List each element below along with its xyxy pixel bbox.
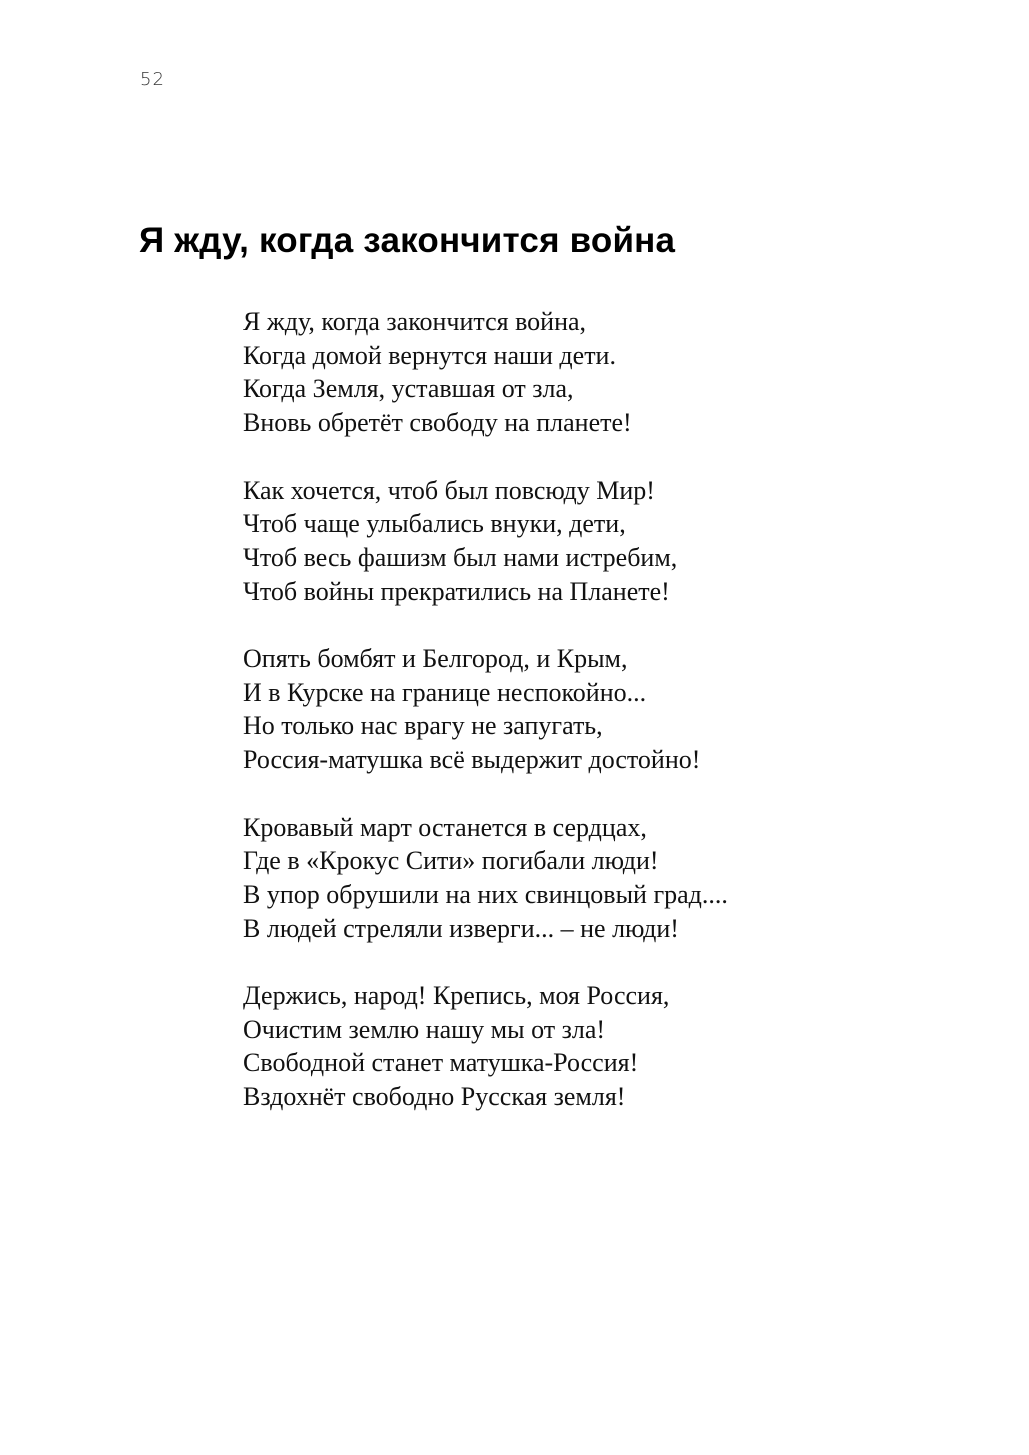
- poem-line: Россия-матушка всё выдержит достойно!: [243, 745, 701, 775]
- poem-line: Держись, народ! Крепись, моя Россия,: [243, 981, 670, 1010]
- poem-line: Когда Земля, уставшая от зла,: [243, 374, 574, 404]
- poem-title: Я жду, когда закончится война: [139, 221, 676, 260]
- stanza-2: [243, 474, 728, 609]
- poem-line: Вздохнёт свободно Русская земля!: [243, 1082, 626, 1112]
- poem-line: Когда домой вернутся наши дети.: [243, 340, 616, 370]
- page-number: 52: [140, 69, 165, 90]
- stanza-4: [243, 811, 728, 946]
- poem-line: Я жду, когда закончится война,: [243, 307, 587, 336]
- poem-line: Чтоб весь фашизм был нами истребим,: [243, 542, 678, 572]
- poem-line: Кровавый март останется в сердцах,: [243, 812, 647, 842]
- poem-line: Чтоб чаще улыбались внуки, дети,: [243, 509, 626, 539]
- poem-line: Где в «Крокус Сити» погибали люди!: [243, 846, 659, 876]
- poem-line: В упор обрушили на них свинцовый град....: [243, 879, 728, 909]
- poem-line: Вновь обретёт свободу на планете!: [243, 408, 632, 438]
- poem-line: Чтоб войны прекратились на Планете!: [243, 576, 670, 606]
- stanza-1: [243, 305, 728, 440]
- poem-line: Но только нас врагу не запугать,: [243, 711, 603, 741]
- poem-line: Очистим землю нашу мы от зла!: [243, 1014, 606, 1044]
- poem-line: Как хочется, чтоб был повсюду Мир!: [243, 475, 655, 505]
- poem-line: В людей стреляли изверги... – не люди!: [243, 913, 679, 943]
- poem-body: [243, 305, 728, 1148]
- stanza-3: [243, 642, 728, 777]
- poem-line: И в Курске на границе неспокойно...: [243, 677, 647, 707]
- stanza-5: [243, 979, 728, 1114]
- poem-line: Свободной станет матушка-Россия!: [243, 1048, 639, 1078]
- poem-line: Опять бомбят и Белгород, и Крым,: [243, 644, 628, 673]
